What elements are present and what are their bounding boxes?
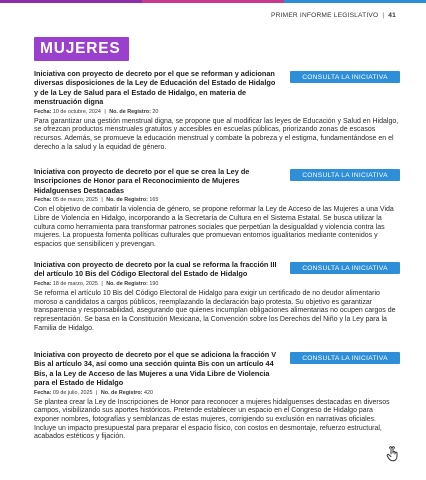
initiative-meta — [34, 281, 400, 288]
initiative-meta — [34, 109, 400, 116]
consult-initiative-button[interactable]: CONSULTA LA INICIATIVA — [290, 262, 400, 274]
consult-initiative-button[interactable]: CONSULTA LA INICIATIVA — [290, 71, 400, 83]
report-title: PRIMER INFORME LEGISLATIVO — [271, 12, 379, 19]
meta-separator: | — [104, 108, 106, 115]
touch-hand-icon — [386, 446, 400, 462]
date-label: Fecha: — [34, 197, 52, 204]
initiative-entry — [34, 69, 400, 152]
registry-value: 165 — [149, 197, 159, 204]
date-value: 09 de julio, 2025 — [52, 389, 93, 396]
registry-label: No. de Registro: — [100, 389, 143, 396]
initiative-description: Se plantea crear la Ley de Inscripciones de Honor para reconocer a mujeres hidalguenses destacadas en diversos campos, visibilizando sus aportes históricos. Pretende establecer un espacio en el Congreso de Hidalgo para exponer nombres, fotografías y semblanzas de estas mujeres, corrigiendo su exclusión en narrativas oficiales. Incluye un impacto presupuestal para preparar el espacio físico, con costos en desmontaje, refuerzo estructural, acabados estéticos y fijación. — [34, 398, 390, 441]
initiative-entry — [34, 350, 400, 442]
registry-label: No. de Registro: — [106, 197, 148, 204]
initiative-title: Iniciativa con proyecto de decreto por el que se crea la Ley de Inscripciones de Honor para el Reconocimiento de Mujeres Hidalguenses Destacadas — [34, 167, 250, 195]
date-value: 10 de octubre, 2024 — [52, 108, 101, 115]
meta-separator: | — [101, 280, 103, 287]
date-value: 18 de marzo, 2025 — [52, 280, 98, 287]
date-label: Fecha: — [34, 280, 52, 287]
top-color-bar — [0, 0, 426, 3]
top-bar-blue — [284, 0, 426, 3]
registry-value: 20 — [152, 108, 159, 115]
top-bar-magenta — [142, 0, 284, 3]
initiative-description: Con el objetivo de combatir la violencia de género, se propone reformar la Ley de Acceso de las Mujeres a una Vida Libre de Violencia en Hidalgo, incorporando a la Secretaría de Cultura en el Sistema Estatal. Se busca utilizar la cultura como herramienta para transformar patrones sociales que perpetúan la desigualdad y violencia contra las mujeres. La propuesta fomenta políticas culturales que promuevan entornos igualitarios mediante contenidos y espacios que sensibilicen y prevengan. — [34, 206, 394, 249]
initiative-description: Para garantizar una gestión menstrual digna, se propone que al modificar las leyes de Educación y Salud en Hidalgo, se ofrezcan productos menstruales gratuitos y accesibles en escuelas públicas, priorizando zonas de escasos recursos. Además, se promueve la educación menstrual y combate la pobreza y el estigma, fundamentándose en el derecho a la salud y la equidad de género. — [34, 117, 399, 151]
registry-label: No. de Registro: — [106, 280, 148, 287]
section-title: MUJERES — [34, 37, 129, 61]
top-bar-purple — [0, 0, 142, 3]
initiative-title: Iniciativa con proyecto de decreto por el que se adiciona la fracción V Bis al artículo 34, así como una sección quinta Bis con un artículo 44 Bis, a la Ley de Acceso de las Mujeres a una Vida Libre de Violencia para el Estado de Hidalgo — [34, 350, 277, 388]
initiative-entry — [34, 260, 400, 333]
page-number: 41 — [388, 12, 396, 19]
initiative-title: Iniciativa con proyecto de decreto por la cual se reforma la fracción III del artículo 10 Bis del Código Electoral del Estado de Hidalgo — [34, 260, 277, 279]
header-separator: | — [382, 12, 385, 19]
date-label: Fecha: — [34, 389, 52, 396]
consult-initiative-button[interactable]: CONSULTA LA INICIATIVA — [290, 352, 400, 364]
initiative-meta — [34, 197, 400, 204]
registry-value: 190 — [149, 280, 159, 287]
initiative-meta — [34, 390, 400, 397]
registry-value: 420 — [144, 389, 153, 396]
initiative-description: Se reforma el artículo 10 Bis del Código Electoral de Hidalgo para exigir un certificado de no deudor alimentario moroso a candidatos a cargos públicos, reemplazando la declaración bajo protesta. Su objetivo es garantizar transparencia y responsabilidad, asegurando que quienes incumplan obligaciones alimentarias no ocupen cargos de representación. Se basa en la Constitución Mexicana, la Convención sobre los Derechos del Niño y la Ley para la Familia de Hidalgo. — [34, 289, 396, 332]
page-header — [271, 12, 396, 19]
initiative-title: Iniciativa con proyecto de decreto por el que se reforman y adicionan diversas disposiciones de la Ley de Educación del Estado de Hidalgo y de la Ley de Salud para el Estado de Hidalgo, en materia de menstruación digna — [34, 69, 276, 107]
meta-separator: | — [95, 389, 98, 396]
date-value: 05 de marzo, 2025 — [52, 197, 98, 204]
registry-label: No. de Registro: — [109, 108, 151, 115]
initiative-entry — [34, 167, 400, 250]
consult-initiative-button[interactable]: CONSULTA LA INICIATIVA — [290, 169, 400, 181]
meta-separator: | — [101, 197, 103, 204]
date-label: Fecha: — [34, 108, 52, 115]
